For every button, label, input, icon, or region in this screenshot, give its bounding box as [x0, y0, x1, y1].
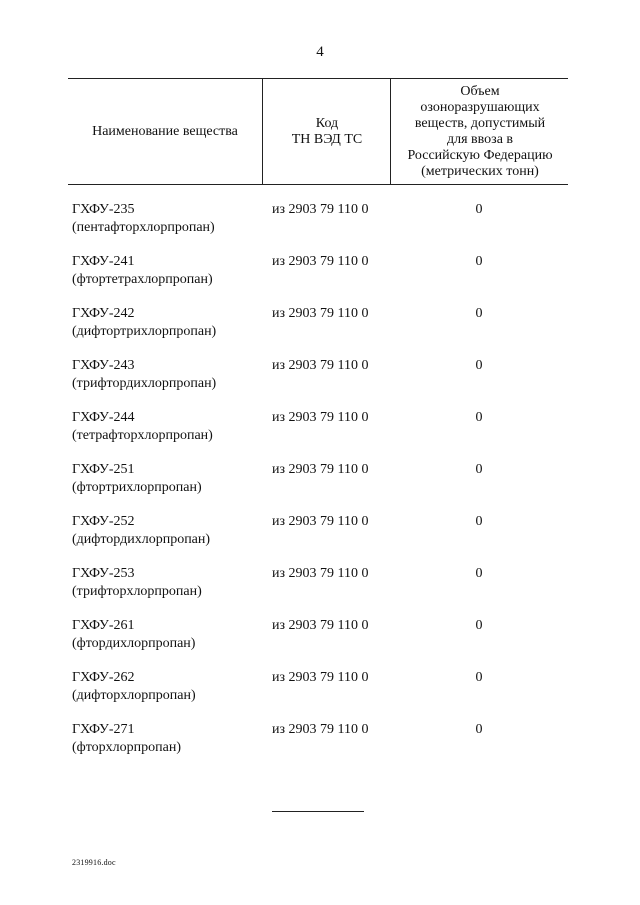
tn-ved-code-cell: из 2903 79 110 0: [272, 514, 369, 529]
substance-cell: [72, 305, 262, 341]
header-tn-ved-code: Код ТН ВЭД ТС: [262, 79, 391, 184]
header-allowed-volume: Объем озоноразрушающих веществ, допустимый для ввоза в Российскую Федерацию (метрических тонн): [390, 79, 569, 184]
substance-chemical-name: (фтортетрахлорпропан): [72, 272, 213, 287]
allowed-volume-cell: 0: [475, 410, 483, 425]
substance-chemical-name: (дифторхлорпропан): [72, 688, 196, 703]
tn-ved-code-cell: из 2903 79 110 0: [272, 566, 369, 581]
substance-code-name: ГХФУ-271: [72, 722, 135, 737]
substance-chemical-name: (пентафторхлорпропан): [72, 220, 215, 235]
table-body: [72, 201, 568, 773]
substance-code-name: ГХФУ-252: [72, 514, 135, 529]
tn-ved-code-cell: из 2903 79 110 0: [272, 722, 369, 737]
substance-code-name: ГХФУ-261: [72, 618, 135, 633]
substance-cell: [72, 565, 262, 601]
substance-cell: [72, 201, 262, 237]
substance-chemical-name: (фторхлорпропан): [72, 740, 182, 755]
substance-code-name: ГХФУ-262: [72, 670, 135, 685]
substance-cell: [72, 253, 262, 289]
table-row: [72, 357, 568, 409]
substance-code-name: ГХФУ-242: [72, 306, 135, 321]
allowed-volume-cell: 0: [475, 618, 483, 633]
substance-code-name: ГХФУ-241: [72, 254, 135, 269]
table-row: [72, 669, 568, 721]
tn-ved-code-cell: из 2903 79 110 0: [272, 358, 369, 373]
substance-chemical-name: (тетрафторхлорпропан): [72, 428, 213, 443]
page-number: 4: [316, 44, 324, 60]
table-row: [72, 721, 568, 773]
tn-ved-code-cell: из 2903 79 110 0: [272, 202, 369, 217]
substance-chemical-name: (фтортрихлорпропан): [72, 480, 202, 495]
table-row: [72, 513, 568, 565]
allowed-volume-cell: 0: [475, 670, 483, 685]
substance-chemical-name: (фтордихлорпропан): [72, 636, 196, 651]
substance-cell: [72, 617, 262, 653]
allowed-volume-cell: 0: [475, 254, 483, 269]
tn-ved-code-cell: из 2903 79 110 0: [272, 670, 369, 685]
substance-chemical-name: (дифтортрихлорпропан): [72, 324, 217, 339]
tn-ved-code-cell: из 2903 79 110 0: [272, 462, 369, 477]
table-header: [68, 78, 568, 185]
end-rule: [272, 811, 364, 812]
tn-ved-code-cell: из 2903 79 110 0: [272, 254, 369, 269]
substance-chemical-name: (трифторхлорпропан): [72, 584, 202, 599]
substance-cell: [72, 721, 262, 757]
tn-ved-code-cell: из 2903 79 110 0: [272, 306, 369, 321]
allowed-volume-cell: 0: [475, 202, 483, 217]
table-row: [72, 409, 568, 461]
substance-code-name: ГХФУ-243: [72, 358, 135, 373]
substance-cell: [72, 461, 262, 497]
table-row: [72, 201, 568, 253]
allowed-volume-cell: 0: [475, 462, 483, 477]
substance-cell: [72, 409, 262, 445]
table-row: [72, 305, 568, 357]
table-row: [72, 253, 568, 305]
substance-chemical-name: (трифтордихлорпропан): [72, 376, 217, 391]
tn-ved-code-cell: из 2903 79 110 0: [272, 618, 369, 633]
allowed-volume-cell: 0: [475, 722, 483, 737]
table-row: [72, 617, 568, 669]
substance-cell: [72, 357, 262, 393]
substance-chemical-name: (дифтордихлорпропан): [72, 532, 211, 547]
header-substance-name: Наименование вещества: [92, 123, 238, 139]
substance-cell: [72, 669, 262, 705]
substance-code-name: ГХФУ-253: [72, 566, 135, 581]
substance-code-name: ГХФУ-244: [72, 410, 135, 425]
allowed-volume-cell: 0: [475, 306, 483, 321]
allowed-volume-cell: 0: [475, 358, 483, 373]
allowed-volume-cell: 0: [475, 514, 483, 529]
substance-code-name: ГХФУ-235: [72, 202, 135, 217]
substance-code-name: ГХФУ-251: [72, 462, 135, 477]
table-row: [72, 565, 568, 617]
footer-file-name: 2319916.doc: [72, 858, 116, 867]
tn-ved-code-cell: из 2903 79 110 0: [272, 410, 369, 425]
allowed-volume-cell: 0: [475, 566, 483, 581]
table-row: [72, 461, 568, 513]
substance-cell: [72, 513, 262, 549]
